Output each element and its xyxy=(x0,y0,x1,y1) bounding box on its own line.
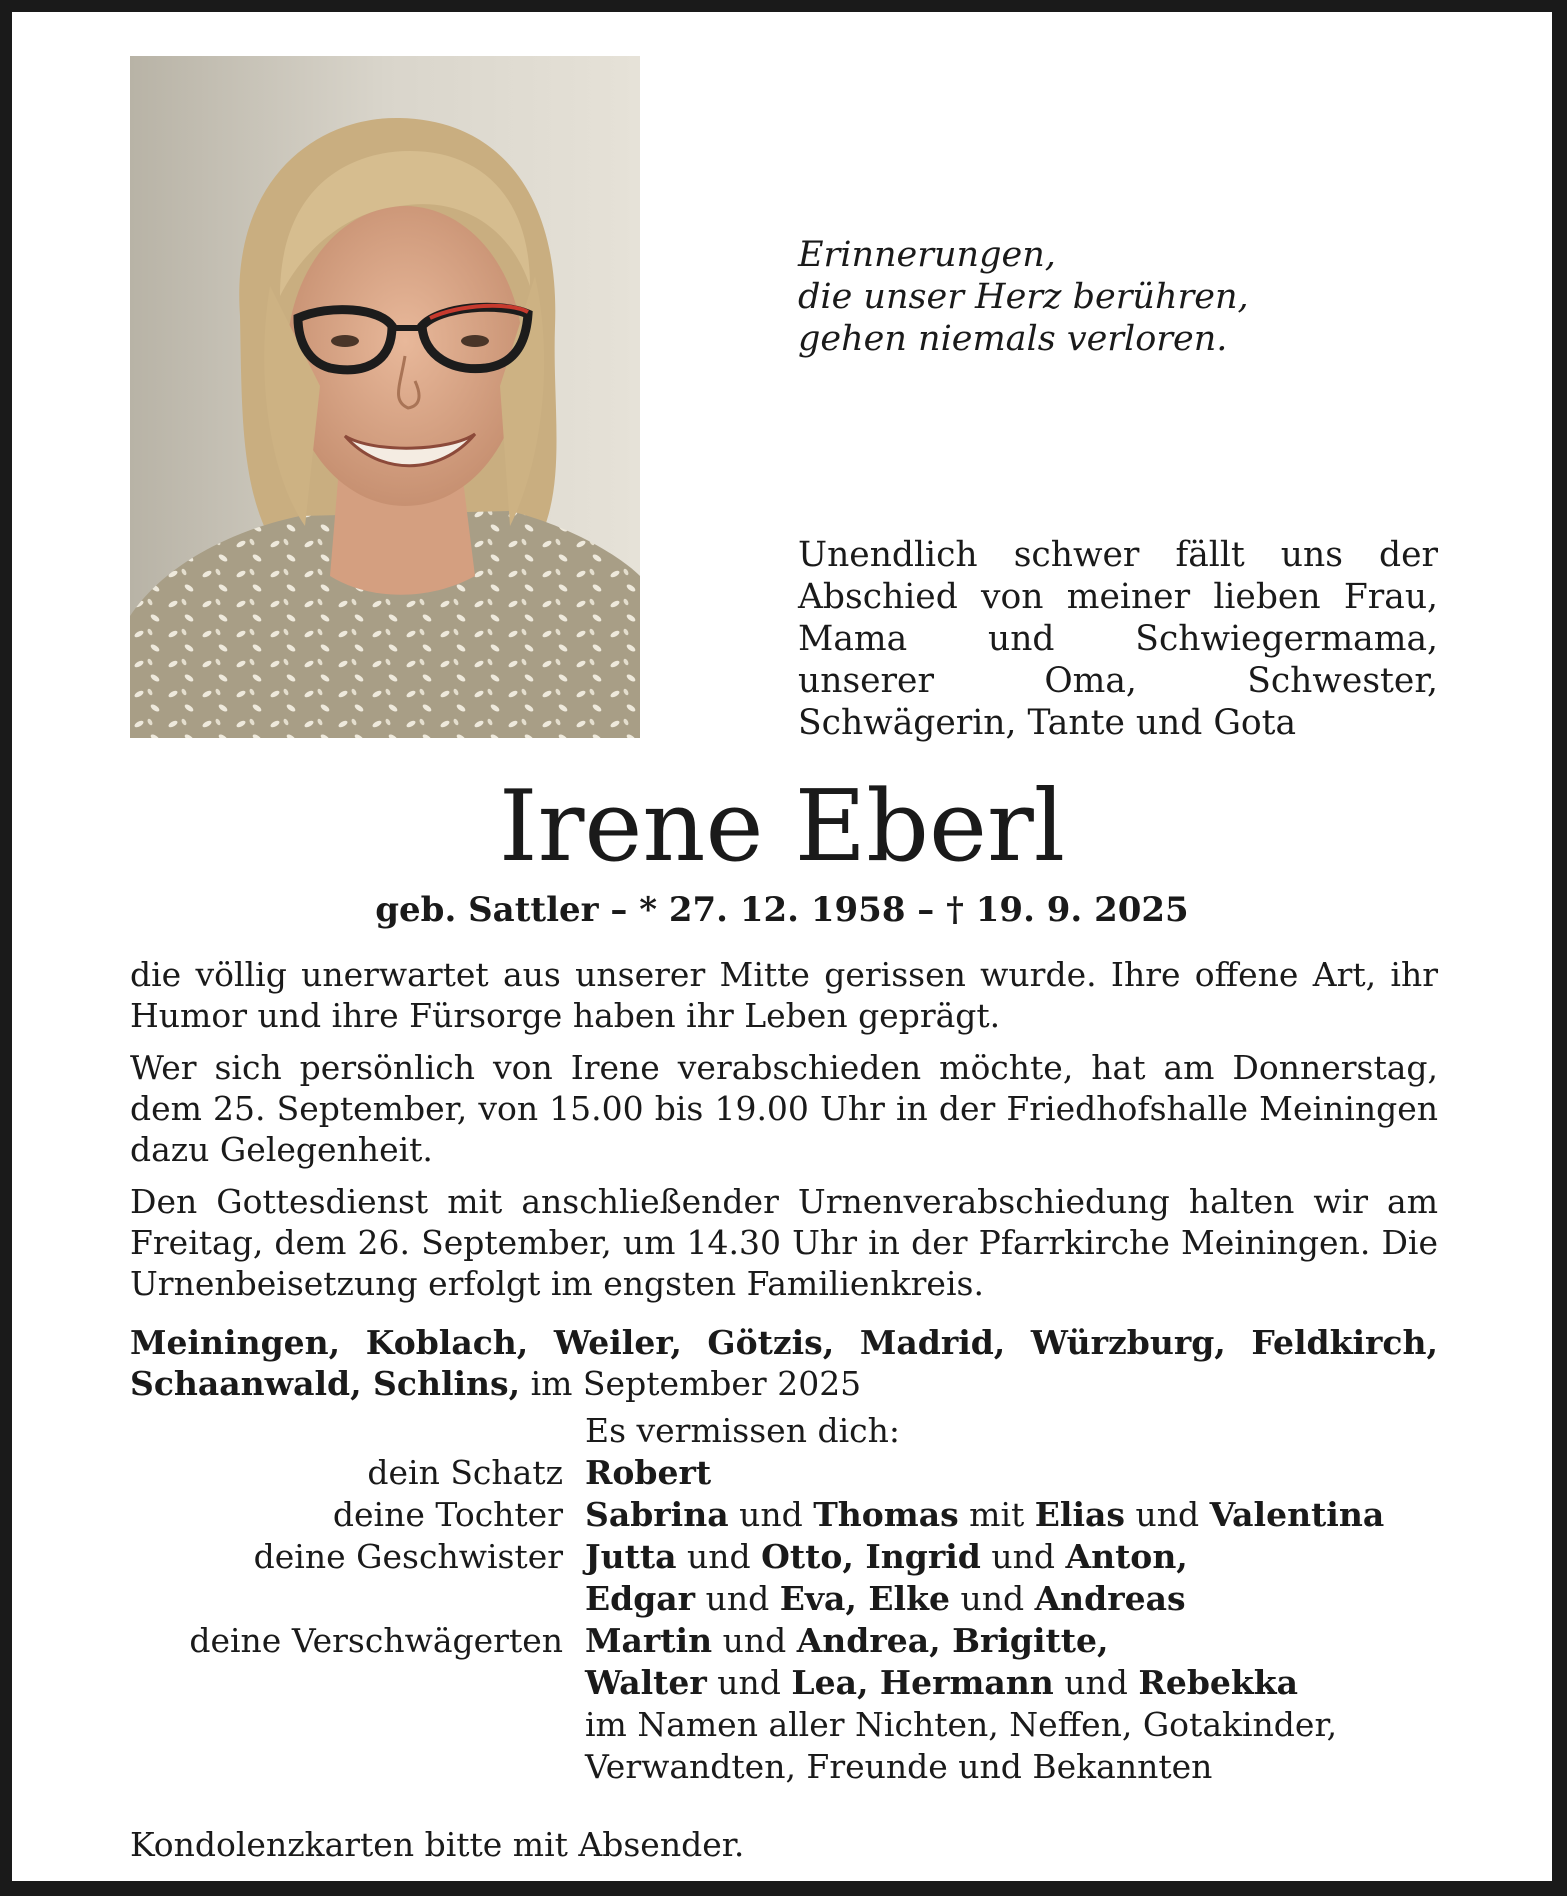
places-list: Meiningen, Koblach, Weiler, Götzis, Madrid, Würzburg, Feldkirch, Schaanwald, Schlins, xyxy=(130,1323,1438,1403)
family-name: Andrea, Brigitte, xyxy=(796,1621,1109,1660)
obituary-body xyxy=(130,954,1438,1415)
family-name: Walter xyxy=(585,1663,707,1702)
family-name: Andreas xyxy=(1034,1579,1186,1618)
family-row-geschwister xyxy=(130,1536,1438,1578)
closing-note: Kondolenzkarten bitte mit Absender. xyxy=(130,1825,745,1864)
connector-text: und xyxy=(949,1579,1035,1618)
family-row-verschwaegerte xyxy=(130,1620,1438,1662)
connector-text: und xyxy=(676,1537,762,1576)
portrait-photo xyxy=(130,56,640,738)
relation-label: deine Verschwägerten xyxy=(189,1621,563,1660)
family-name: Elias xyxy=(1034,1495,1125,1534)
paragraph-service: Den Gottesdienst mit anschließender Urnenverabschiedung halten wir am Freitag, dem 26. September, um 14.30 Uhr in der Pfarrkirche Meiningen. Die Urnenbeisetzung erfolgt im engsten Familienkreis. xyxy=(130,1182,1438,1303)
connector-text: und xyxy=(695,1579,780,1618)
birth-death-dates: geb. Sattler – * 27. 12. 1958 – † 19. 9. 2025 xyxy=(375,890,1189,930)
family-name: Otto, Ingrid xyxy=(761,1537,981,1576)
intro-text: Unendlich schwer fällt uns der Abschied von meiner lieben Frau, Mama und Schwiegermama, unserer Oma, Schwester, Schwägerin, Tante und Gota xyxy=(798,535,1438,743)
portrait-image xyxy=(130,56,640,738)
relation-label: deine Tochter xyxy=(332,1495,563,1534)
family-list xyxy=(130,1410,1438,1788)
paragraph-passing: die völlig unerwartet aus unserer Mitte gerissen wurde. Ihre offene Art, ihr Humor und ihre Fürsorge haben ihr Leben geprägt. xyxy=(130,955,1438,1035)
family-heading-row xyxy=(130,1410,1438,1452)
family-row-tochter xyxy=(130,1494,1438,1536)
family-name: Jutta xyxy=(585,1537,677,1576)
family-name: Valentina xyxy=(1209,1495,1385,1534)
family-name: Thomas xyxy=(813,1495,959,1534)
family-name: Eva, Elke xyxy=(779,1579,950,1618)
paragraph-farewell: Wer sich persönlich von Irene verabschieden möchte, hat am Donnerstag, dem 25. September, von 15.00 bis 19.00 Uhr in der Friedhofshalle Meiningen dazu Gelegenheit. xyxy=(130,1048,1438,1169)
connector-text: mit xyxy=(958,1495,1035,1534)
connector-text: und xyxy=(1124,1495,1210,1534)
places-and-date xyxy=(130,1322,1438,1404)
family-name: Edgar xyxy=(585,1579,696,1618)
connector-text: und xyxy=(706,1663,792,1702)
family-name: Sabrina xyxy=(585,1495,729,1534)
connector-text: und xyxy=(712,1621,797,1660)
date-line: im September 2025 xyxy=(520,1364,862,1403)
relation-label: deine Geschwister xyxy=(253,1537,563,1576)
connector-text: und xyxy=(980,1537,1066,1576)
family-row-geschwister-cont xyxy=(130,1578,1438,1620)
deceased-name: Irene Eberl xyxy=(498,770,1066,884)
family-footer-row-2 xyxy=(130,1746,1438,1788)
family-row-verschwaegerte-cont xyxy=(130,1662,1438,1704)
memorial-quote: Erinnerungen, die unser Herz berühren, gehen niemals verloren. xyxy=(798,235,1249,359)
family-name: Anton, xyxy=(1065,1537,1188,1576)
connector-text: und xyxy=(728,1495,814,1534)
relation-label: dein Schatz xyxy=(367,1453,563,1492)
family-name: Rebekka xyxy=(1138,1663,1299,1702)
family-heading: Es vermissen dich: xyxy=(585,1411,900,1450)
family-name: Martin xyxy=(585,1621,713,1660)
connector-text: und xyxy=(1053,1663,1139,1702)
family-footer: im Namen aller Nichten, Neffen, Gotakinder, xyxy=(585,1705,1338,1744)
obituary-page xyxy=(12,12,1552,1881)
family-name: Lea, Hermann xyxy=(791,1663,1054,1702)
family-footer: Verwandten, Freunde und Bekannten xyxy=(585,1747,1213,1786)
family-row-schatz xyxy=(130,1452,1438,1494)
family-footer-row-1 xyxy=(130,1704,1438,1746)
family-name: Robert xyxy=(585,1453,712,1492)
